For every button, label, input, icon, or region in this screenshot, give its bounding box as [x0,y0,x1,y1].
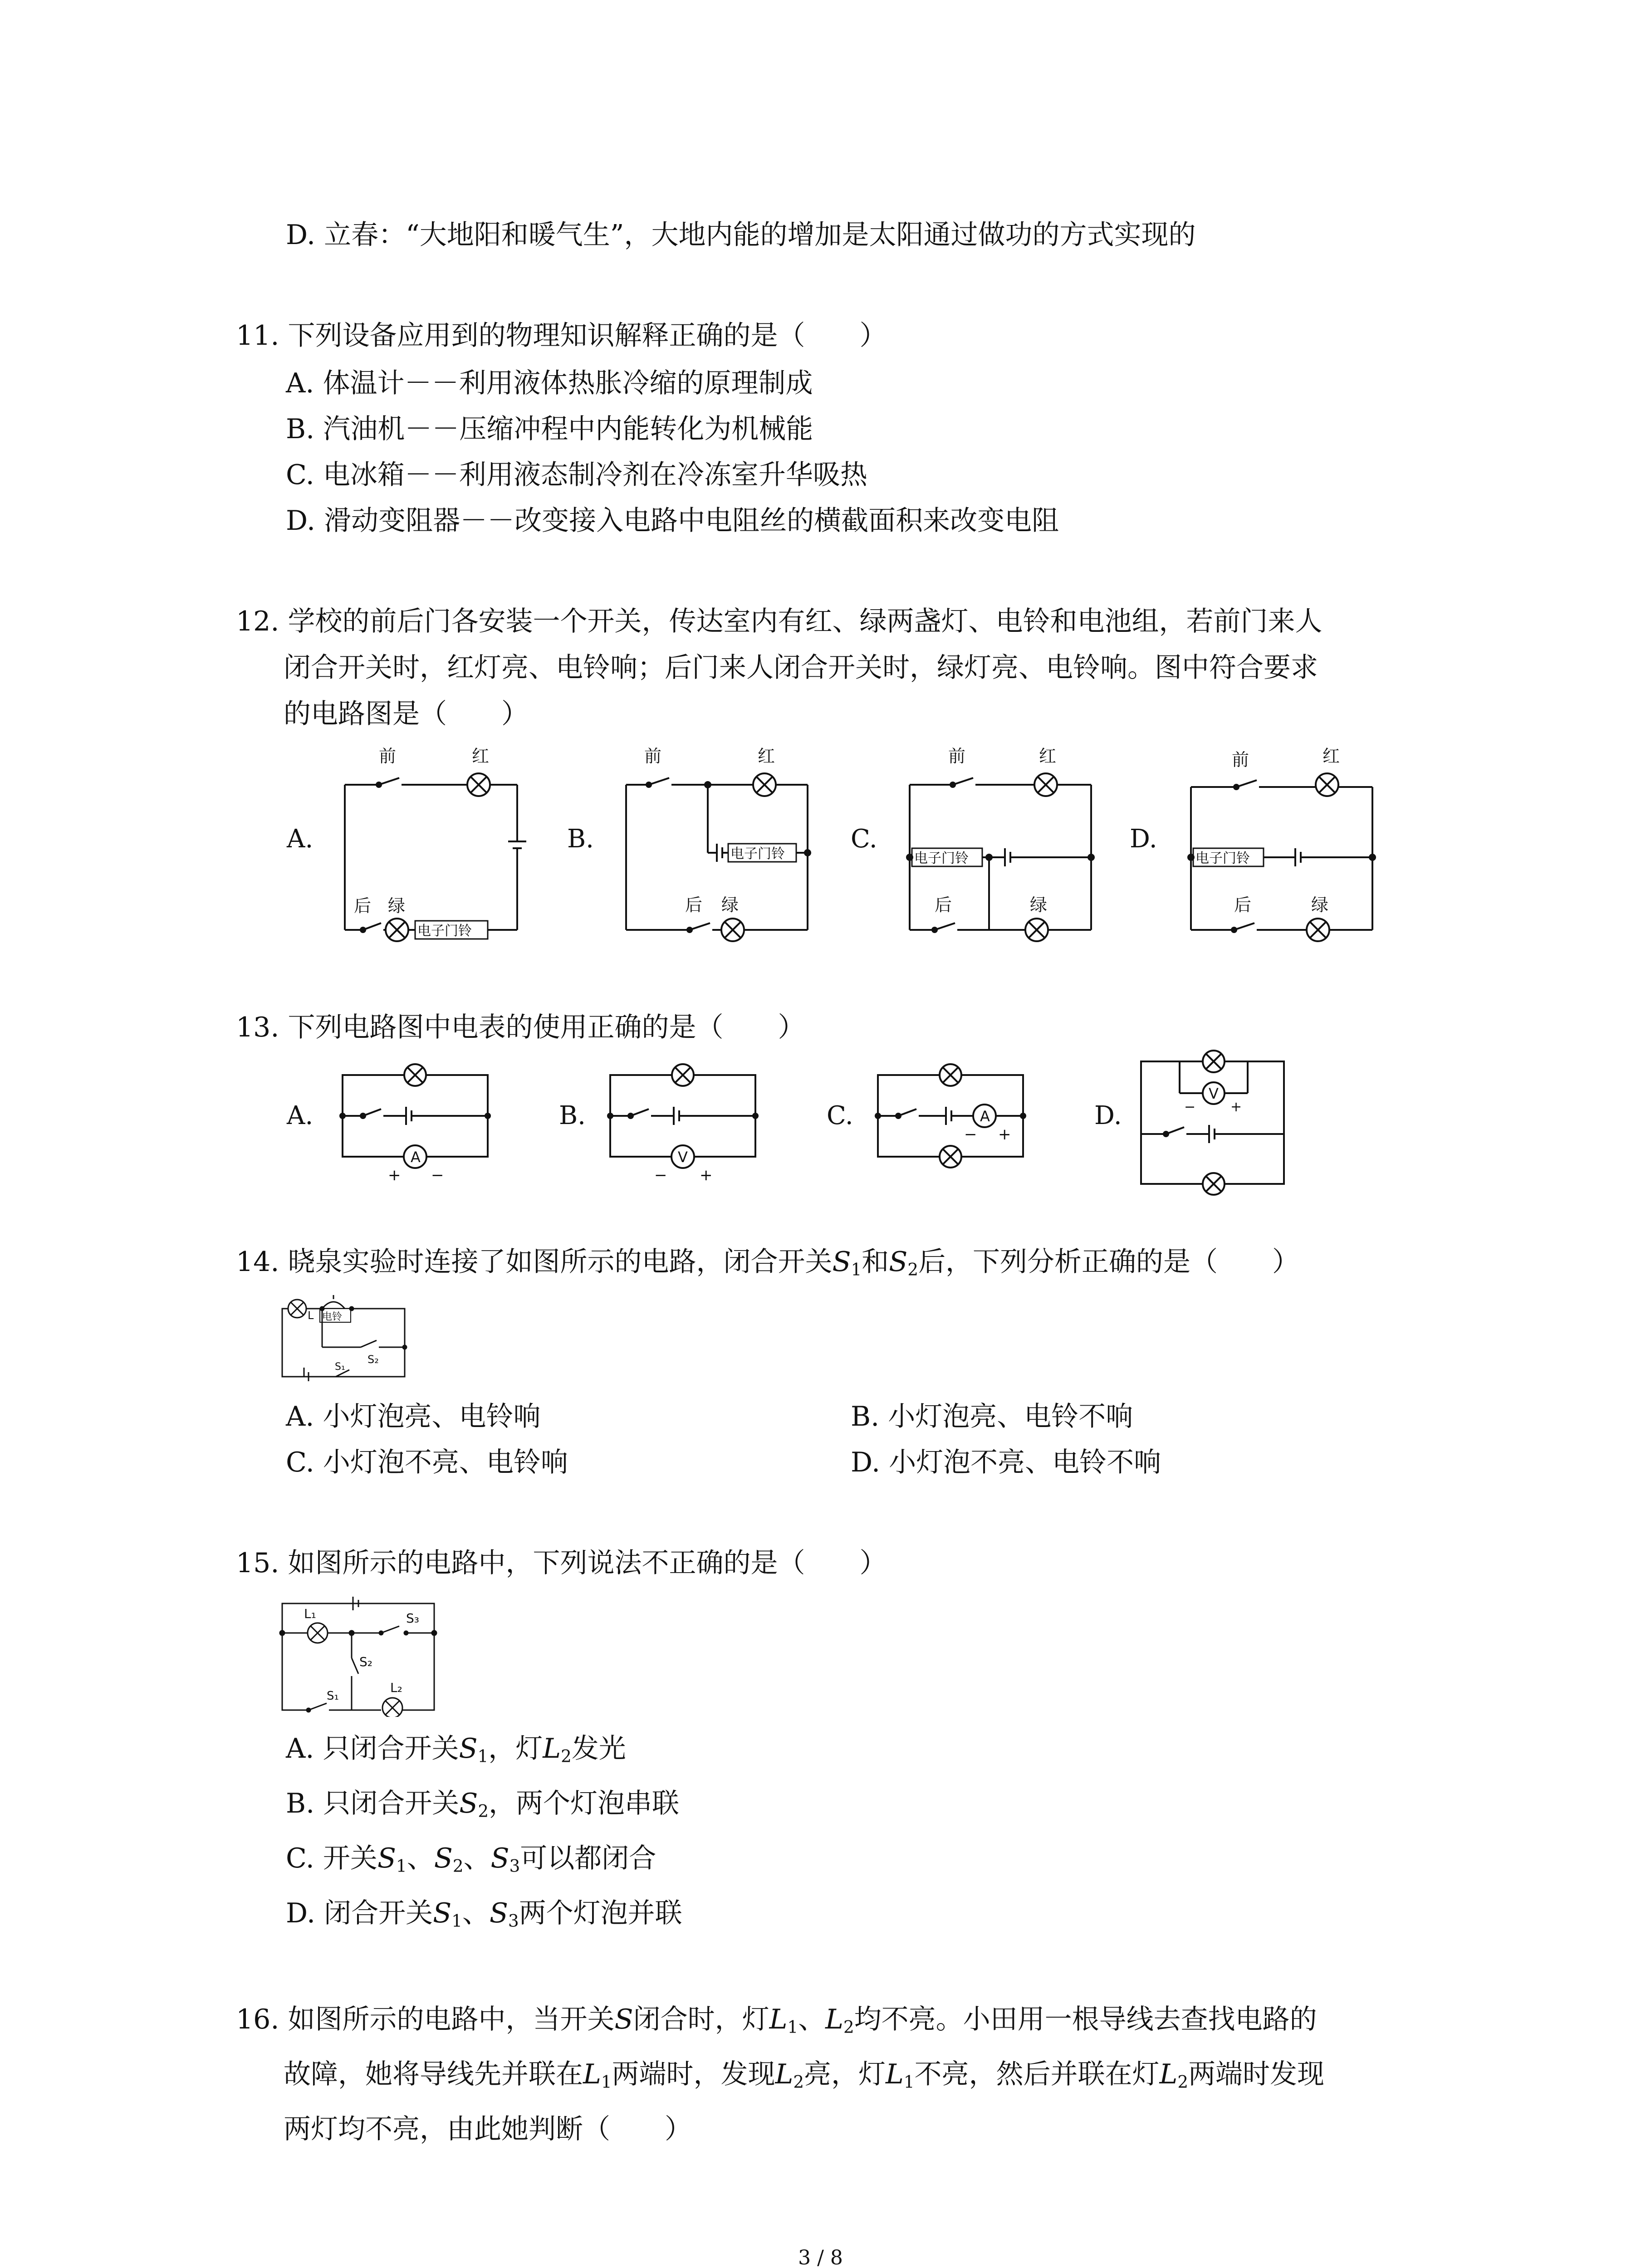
minus-label: − [1184,1099,1196,1115]
front-switch [379,778,399,785]
doorbell-label: 电子门铃 [730,846,785,862]
bell-icon [322,1302,345,1309]
plus-label: + [1230,1099,1242,1115]
q12-label-c: C. [851,824,877,854]
q12-circuit-b [622,744,821,943]
q16-line3: 两灯均不亮，由此她判断（ ） [284,2113,692,2145]
q15-stem: 15. 如图所示的电路中，下列说法不正确的是（ ） [236,1547,887,1579]
green-lamp-label: 绿 [388,896,406,916]
doorbell-label: 电子门铃 [1195,850,1250,866]
q14-option-d: D. 小灯泡不亮、电铃不响 [851,1447,1161,1478]
voltmeter-label: V [678,1149,688,1166]
voltmeter-label: V [1209,1085,1219,1102]
q11-option-b: B. 汽油机－－压缩冲程中内能转化为机械能 [286,413,813,445]
q13-label-c: C. [827,1101,853,1130]
q14-stem: 14. 晓泉实验时连接了如图所示的电路，闭合开关$S_1$和$S_2$后，下列分析正确的是（ ） [236,1246,1300,1280]
red-lamp-label: 红 [1323,746,1340,766]
back-switch-label: 后 [1234,895,1252,915]
front-switch-label: 前 [1232,750,1249,770]
red-lamp-label: 红 [1039,746,1057,766]
q15-option-a: A. 只闭合开关$S_1$，灯$L_2$发光 [286,1733,626,1766]
q15-option-b: B. 只闭合开关$S_2$，两个灯泡串联 [286,1788,680,1821]
q12-stem-line3: 的电路图是（ ） [284,698,529,730]
minus-label: − [654,1166,667,1184]
q11-option-d: D. 滑动变阻器－－改变接入电路中电阻丝的横截面积来改变电阻 [286,505,1059,537]
q13-label-b: B. [559,1101,586,1130]
q13-circuit-c [871,1061,1043,1188]
q14-circuit [277,1293,413,1383]
s2-label: S₂ [359,1654,372,1669]
q12-label-b: B. [567,824,594,854]
q13-circuit-d [1134,1043,1307,1198]
q16-line1: 16. 如图所示的电路中，当开关S闭合时，灯$L_1$、$L_2$均不亮。小田用一根导线去查找电路的 [236,2004,1317,2037]
q13-stem: 13. 下列电路图中电表的使用正确的是（ ） [236,1012,805,1043]
front-switch-label: 前 [948,746,966,766]
q14-option-a: A. 小灯泡亮、电铃响 [286,1401,541,1432]
q15-option-c: C. 开关$S_1$、$S_2$、$S_3$可以都闭合 [286,1843,656,1876]
q13-circuit-a [336,1061,499,1188]
q16-line2: 故障，她将导线先并联在$L_1$两端时，发现$L_2$亮，灯$L_1$不亮，然后并联在灯$L_2$两端时发现 [284,2058,1325,2092]
s1-label: S₁ [327,1689,339,1703]
q14-option-c: C. 小灯泡不亮、电铃响 [286,1447,568,1478]
back-switch-label: 后 [685,895,703,915]
green-lamp-label: 绿 [1030,895,1048,915]
l1-label: L₁ [304,1606,316,1621]
red-lamp-label: 红 [472,746,490,766]
ammeter-label: A [980,1108,990,1125]
q13-label-a: A. [287,1101,314,1130]
q11-stem: 11. 下列设备应用到的物理知识解释正确的是（ ） [236,320,887,352]
doorbell-label: 电子门铃 [914,850,969,866]
minus-label: − [431,1166,444,1184]
green-lamp-label: 绿 [1311,895,1329,915]
l2-label: L₂ [390,1680,402,1695]
q12-circuit-c [903,744,1102,943]
back-switch-label: 后 [935,895,952,915]
plus-label: + [998,1125,1011,1144]
ammeter-label: A [411,1149,421,1166]
switch-s2 [361,1340,377,1347]
q14-option-b: B. 小灯泡亮、电铃不响 [851,1401,1133,1432]
back-switch-label: 后 [354,896,372,916]
plus-label: + [700,1166,713,1184]
switch-s2 [352,1658,358,1674]
s2-label: S₂ [367,1353,379,1366]
s1-label: S₁ [335,1361,345,1373]
s3-label: S₃ [406,1611,419,1626]
minus-label: − [964,1125,977,1144]
doorbell-label: 电子门铃 [417,923,472,939]
q12-stem-line2: 闭合开关时，红灯亮、电铃响；后门来人闭合开关时，绿灯亮、电铃响。图中符合要求 [284,652,1318,684]
lamp-label: L [308,1309,314,1322]
bell-label: 电铃 [322,1311,343,1323]
q12-label-d: D. [1130,824,1157,854]
q12-circuit-d [1184,744,1384,943]
q15-option-d: D. 闭合开关$S_1$、$S_3$两个灯泡并联 [286,1897,682,1931]
front-switch-label: 前 [379,746,397,766]
green-lamp-label: 绿 [721,895,739,915]
plus-label: + [388,1166,401,1184]
q13-circuit-b [603,1061,767,1188]
front-switch-label: 前 [644,746,662,766]
q11-option-a: A. 体温计－－利用液体热胀冷缩的原理制成 [286,367,813,399]
q12-label-a: A. [287,824,314,854]
q15-circuit [277,1594,440,1717]
red-lamp-label: 红 [758,746,775,766]
q11-option-c: C. 电冰箱－－利用液态制冷剂在冷冻室升华吸热 [286,459,867,491]
prev-option-d: D. 立春：“大地阳和暖气生”，大地内能的增加是太阳通过做功的方式实现的 [286,219,1196,251]
q12-stem-line1: 12. 学校的前后门各安装一个开关，传达室内有红、绿两盏灯、电铃和电池组，若前门来人 [236,606,1323,637]
page-number: 3 / 8 [798,2246,843,2268]
q13-label-d: D. [1094,1101,1122,1130]
q12-circuit-a [336,744,535,943]
